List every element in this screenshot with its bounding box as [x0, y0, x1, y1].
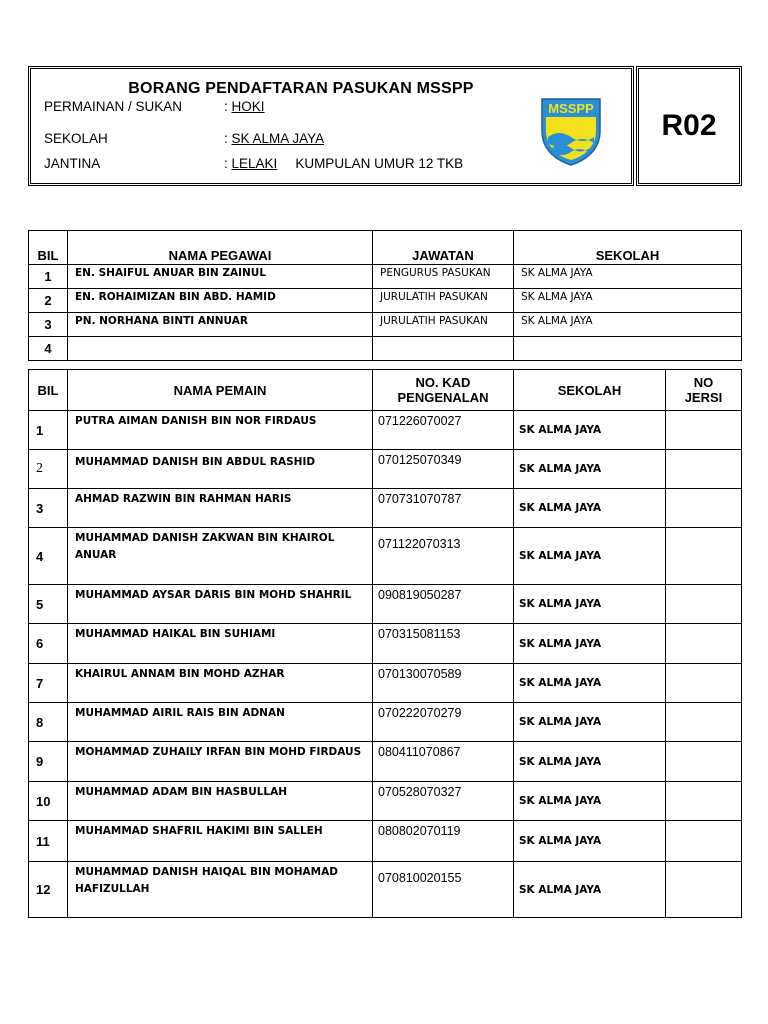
player-school: SK ALMA JAYA: [514, 450, 666, 489]
player-jersey[interactable]: [666, 821, 742, 862]
table-row: [29, 821, 742, 862]
player-name: MOHAMMAD ZUHAILY IRFAN BIN MOHD FIRDAUS: [68, 742, 373, 782]
player-school: SK ALMA JAYA: [514, 703, 666, 742]
player-name: MUHAMMAD SHAFRIL HAKIMI BIN SALLEH: [68, 821, 373, 862]
player-jersey[interactable]: [666, 489, 742, 528]
player-jersey[interactable]: [666, 703, 742, 742]
table-row: [29, 624, 742, 664]
table-row: [29, 528, 742, 585]
player-bil: 4: [29, 528, 68, 585]
player-bil: 6: [29, 624, 68, 664]
player-school: SK ALMA JAYA: [514, 411, 666, 450]
col-header-school: SEKOLAH: [514, 370, 666, 411]
form-code: R02: [636, 66, 742, 186]
official-name: PN. NORHANA BINTI ANNUAR: [68, 313, 373, 337]
player-jersey[interactable]: [666, 624, 742, 664]
official-bil: 4: [29, 337, 68, 361]
table-row: [29, 782, 742, 821]
field-sport-colon: :: [224, 99, 228, 114]
player-jersey[interactable]: [666, 742, 742, 782]
col-header-bil: BIL: [29, 231, 68, 265]
official-role: JURULATIH PASUKAN: [373, 289, 514, 313]
player-jersey[interactable]: [666, 664, 742, 703]
col-header-bil: BIL: [29, 370, 68, 411]
player-bil: 11: [29, 821, 68, 862]
col-header-official-name: NAMA PEGAWAI: [68, 231, 373, 265]
msspp-logo-icon: [536, 93, 606, 167]
player-school: SK ALMA JAYA: [514, 664, 666, 703]
official-bil: 2: [29, 289, 68, 313]
col-header-jersey: [666, 370, 742, 411]
player-school: SK ALMA JAYA: [514, 742, 666, 782]
player-name: MUHAMMAD DANISH BIN ABDUL RASHID: [68, 450, 373, 489]
player-name: MUHAMMAD AYSAR DARIS BIN MOHD SHAHRIL: [68, 585, 373, 624]
field-school-colon: :: [224, 131, 228, 146]
field-age-group: KUMPULAN UMUR 12 TKB: [295, 156, 464, 171]
official-bil: 1: [29, 265, 68, 289]
official-role: JURULATIH PASUKAN: [373, 313, 514, 337]
official-school: SK ALMA JAYA: [514, 265, 742, 289]
table-row: [29, 411, 742, 450]
player-school: SK ALMA JAYA: [514, 782, 666, 821]
player-bil: 7: [29, 664, 68, 703]
player-ic: 070810020155: [373, 862, 514, 918]
official-bil: 3: [29, 313, 68, 337]
player-ic: 080802070119: [373, 821, 514, 862]
official-school: [514, 337, 742, 361]
player-bil: 2: [29, 450, 68, 489]
player-ic: 070528070327: [373, 782, 514, 821]
player-ic: 070125070349: [373, 450, 514, 489]
player-name: MUHAMMAD ADAM BIN HASBULLAH: [68, 782, 373, 821]
officials-header-row: [29, 231, 742, 265]
official-school: SK ALMA JAYA: [514, 289, 742, 313]
jersey-header-line1: NO: [693, 375, 714, 390]
table-row: [29, 664, 742, 703]
table-row: [29, 337, 742, 361]
ic-header-line2: PENGENALAN: [397, 390, 489, 405]
player-jersey[interactable]: [666, 450, 742, 489]
official-name: EN. ROHAIMIZAN BIN ABD. HAMID: [68, 289, 373, 313]
player-jersey[interactable]: [666, 782, 742, 821]
player-ic: 070315081153: [373, 624, 514, 664]
table-row: [29, 585, 742, 624]
player-name: MUHAMMAD DANISH ZAKWAN BIN KHAIROL ANUAR: [68, 528, 373, 585]
player-name: MUHAMMAD DANISH HAIQAL BIN MOHAMAD HAFIZULLAH: [68, 862, 373, 918]
player-jersey[interactable]: [666, 411, 742, 450]
col-header-role: JAWATAN: [373, 231, 514, 265]
player-school: SK ALMA JAYA: [514, 862, 666, 918]
table-row: [29, 313, 742, 337]
player-bil: 1: [29, 411, 68, 450]
table-row: [29, 450, 742, 489]
player-jersey[interactable]: [666, 528, 742, 585]
table-row: [29, 489, 742, 528]
table-row: [29, 289, 742, 313]
player-bil: 8: [29, 703, 68, 742]
player-ic: 070130070589: [373, 664, 514, 703]
field-gender-value: LELAKI: [231, 156, 278, 171]
officials-table: [28, 230, 742, 361]
player-school: SK ALMA JAYA: [514, 528, 666, 585]
official-school: SK ALMA JAYA: [514, 313, 742, 337]
player-school: SK ALMA JAYA: [514, 489, 666, 528]
form-header: [28, 66, 634, 186]
ic-header-line1: NO. KAD: [415, 375, 471, 390]
logo-text: MSSPP: [548, 101, 594, 116]
field-school-value: SK ALMA JAYA: [231, 131, 325, 146]
form-title: BORANG PENDAFTARAN PASUKAN MSSPP: [128, 80, 474, 97]
player-name: AHMAD RAZWIN BIN RAHMAN HARIS: [68, 489, 373, 528]
player-bil: 10: [29, 782, 68, 821]
player-ic: 071226070027: [373, 411, 514, 450]
player-name: KHAIRUL ANNAM BIN MOHD AZHAR: [68, 664, 373, 703]
player-bil: 3: [29, 489, 68, 528]
jersey-header-line2: JERSI: [684, 390, 723, 405]
player-school: SK ALMA JAYA: [514, 624, 666, 664]
official-role: [373, 337, 514, 361]
official-name: EN. SHAIFUL ANUAR BIN ZAINUL: [68, 265, 373, 289]
player-name: PUTRA AIMAN DANISH BIN NOR FIRDAUS: [68, 411, 373, 450]
player-ic: 070731070787: [373, 489, 514, 528]
player-ic: 090819050287: [373, 585, 514, 624]
field-gender-colon: :: [224, 156, 228, 171]
table-row: [29, 862, 742, 918]
player-bil: 9: [29, 742, 68, 782]
field-gender-label: JANTINA: [44, 156, 101, 171]
field-school-label: SEKOLAH: [44, 131, 108, 146]
players-table: [28, 369, 742, 918]
field-sport-value: HOKI: [231, 99, 265, 114]
official-role: PENGURUS PASUKAN: [373, 265, 514, 289]
player-school: SK ALMA JAYA: [514, 821, 666, 862]
field-sport-label: PERMAINAN / SUKAN: [44, 99, 183, 114]
player-bil: 12: [29, 862, 68, 918]
player-ic: 080411070867: [373, 742, 514, 782]
table-row: [29, 742, 742, 782]
player-ic: 071122070313: [373, 528, 514, 585]
col-header-ic-number: [373, 370, 514, 411]
table-row: [29, 265, 742, 289]
official-name: [68, 337, 373, 361]
col-header-player-name: NAMA PEMAIN: [68, 370, 373, 411]
player-name: MUHAMMAD AIRIL RAIS BIN ADNAN: [68, 703, 373, 742]
table-row: [29, 703, 742, 742]
player-jersey[interactable]: [666, 585, 742, 624]
col-header-school: SEKOLAH: [514, 231, 742, 265]
players-header-row: [29, 370, 742, 411]
player-ic: 070222070279: [373, 703, 514, 742]
player-bil: 5: [29, 585, 68, 624]
player-name: MUHAMMAD HAIKAL BIN SUHIAMI: [68, 624, 373, 664]
player-school: SK ALMA JAYA: [514, 585, 666, 624]
player-jersey[interactable]: [666, 862, 742, 918]
